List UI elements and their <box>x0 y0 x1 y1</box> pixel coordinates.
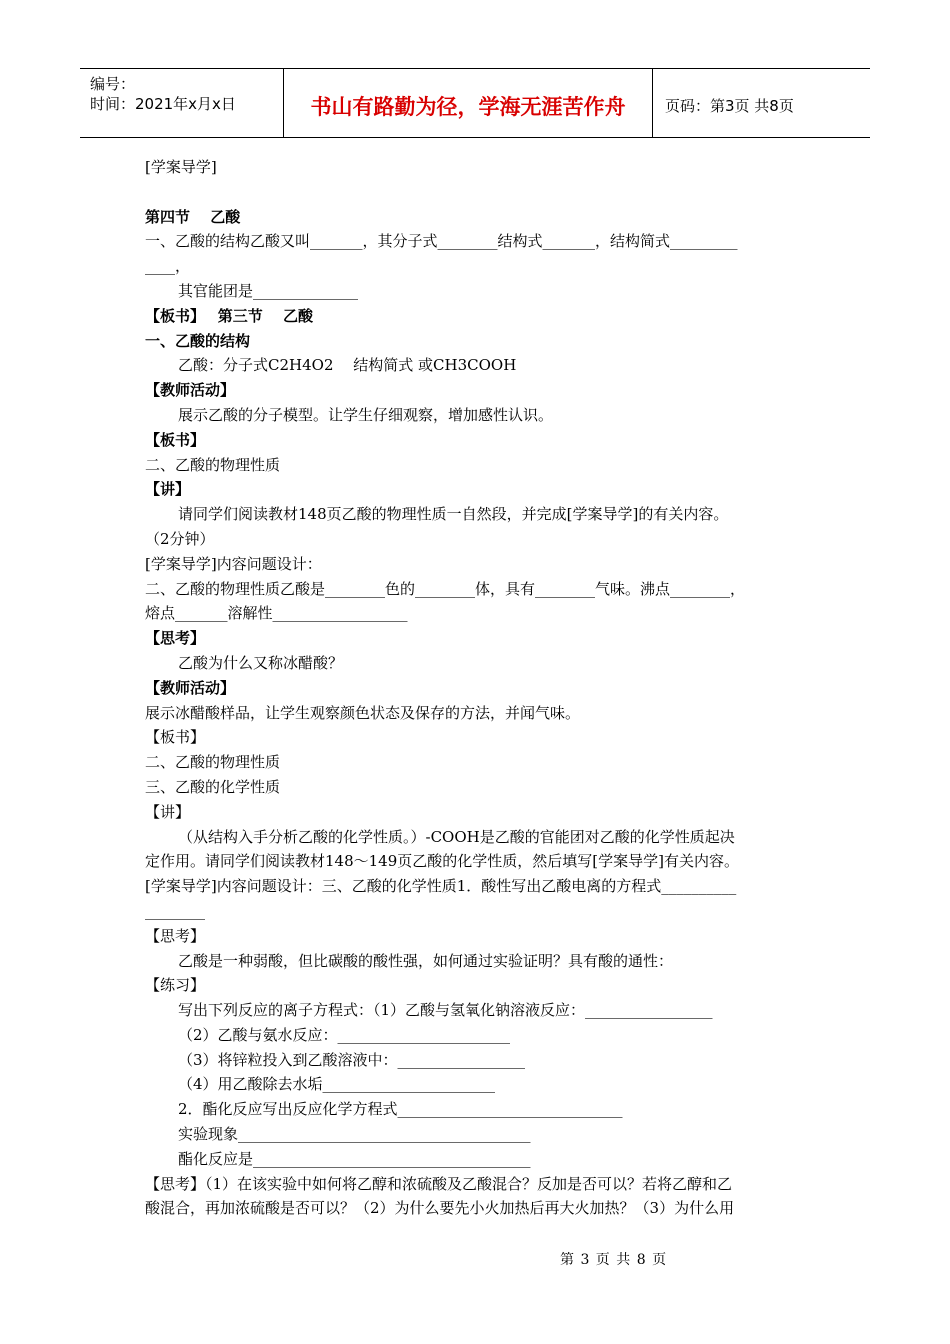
page-footer: 第 3 页 共 8 页 <box>560 1252 668 1268</box>
serial-label: 编号： <box>90 75 136 93</box>
text-line: 展示冰醋酸样品，让学生观察颜色状态及保存的方法，并闻气味。 <box>145 703 581 722</box>
text-line: 乙酸是一种弱酸，但比碳酸的酸性强，如何通过实验证明？具有酸的通性： <box>178 951 674 970</box>
text-line: 酯化反应是_____________________________________ <box>178 1149 531 1168</box>
text-line: （2）乙酸与氨水反应：_______________________ <box>178 1025 511 1044</box>
text-line: 【思考】 <box>145 629 206 648</box>
text-line: 二、乙酸的物理性质 <box>145 455 281 474</box>
text-line: 【教师活动】 <box>145 678 236 697</box>
section-title: 第四节 乙酸 <box>145 207 241 226</box>
text-line: 二、乙酸的物理性质 <box>145 753 281 772</box>
text-line: 其官能团是______________ <box>178 281 359 300</box>
text-line: 一、乙酸的结构 <box>145 331 251 350</box>
header-meta-cell <box>80 69 284 137</box>
text-line: 【教师活动】 <box>145 381 236 400</box>
text-line: 【板书】 第三节 乙酸 <box>145 306 313 325</box>
text-line: [学案导学]内容问题设计： <box>145 554 322 573</box>
blank-line <box>145 180 810 205</box>
document-body <box>145 155 810 1221</box>
motto-text: 书山有路勤为径，学海无涯苦作舟 <box>310 95 626 119</box>
page-info: 页码：第3页 共8页 <box>665 97 794 115</box>
page-header <box>80 68 870 138</box>
text-line: 三、乙酸的化学性质 <box>145 777 281 796</box>
text-line: 定作用。请同学们阅读教材148～149页乙酸的化学性质，然后填写[学案导学]有关内容。 <box>145 852 739 871</box>
date-line: 时间：2021年x月x日 <box>90 95 236 113</box>
text-line: 实验现象_______________________________________ <box>178 1125 531 1144</box>
text-line: 【板书】 <box>145 728 206 747</box>
text-line: [学案导学] <box>145 158 217 176</box>
text-line: 乙酸：分子式C2H4O2 结构简式 或CH3COOH <box>178 356 517 375</box>
text-line: ________ <box>145 901 205 920</box>
text-line: 【讲】 <box>145 802 191 821</box>
text-line: 2．酯化反应写出反应化学方程式______________________________ <box>178 1100 623 1119</box>
text-line: 乙酸为什么又称冰醋酸？ <box>178 653 344 672</box>
text-line: （4）用乙酸除去水垢_______________________ <box>178 1075 496 1094</box>
text-line: 请同学们阅读教材148页乙酸的物理性质一自然段，并完成[学案导学]的有关内容。 <box>178 505 729 524</box>
text-line: 【讲】 <box>145 480 191 499</box>
text-line: 二、乙酸的物理性质乙酸是________色的________体，具有________气味。沸点________， <box>145 579 746 598</box>
text-line: 【思考】 <box>145 926 206 945</box>
text-line: 【练习】 <box>145 976 206 995</box>
text-line: （从结构入手分析乙酸的化学性质。）-COOH是乙酸的官能团对乙酸的化学性质起决 <box>178 827 735 846</box>
text-line: 写出下列反应的离子方程式：（1）乙酸与氢氧化钠溶液反应：_________________ <box>178 1001 713 1020</box>
header-motto-cell <box>284 69 653 137</box>
text-line: 酸混合，再加浓硫酸是否可以？（2）为什么要先小火加热后再大火加热？（3）为什么用 <box>145 1199 735 1218</box>
text-line: （2分钟） <box>145 529 215 548</box>
text-line: ____， <box>145 257 191 276</box>
text-line: 一、乙酸的结构乙酸又叫_______，其分子式________结构式_______，结构简式_________ <box>145 232 738 251</box>
text-line: （3）将锌粒投入到乙酸溶液中：_________________ <box>178 1050 526 1069</box>
text-line: 展示乙酸的分子模型。让学生仔细观察，增加感性认识。 <box>178 405 554 424</box>
text-line: 熔点_______溶解性__________________ <box>145 604 408 623</box>
text-line: 【思考】（1）在该实验中如何将乙醇和浓硫酸及乙酸混合？反加是否可以？若将乙醇和乙 <box>145 1174 733 1193</box>
text-line: [学案导学]内容问题设计：三、乙酸的化学性质1．酸性写出乙酸电离的方程式__________ <box>145 877 737 896</box>
header-page-cell <box>653 69 870 137</box>
text-line: 【板书】 <box>145 430 206 449</box>
